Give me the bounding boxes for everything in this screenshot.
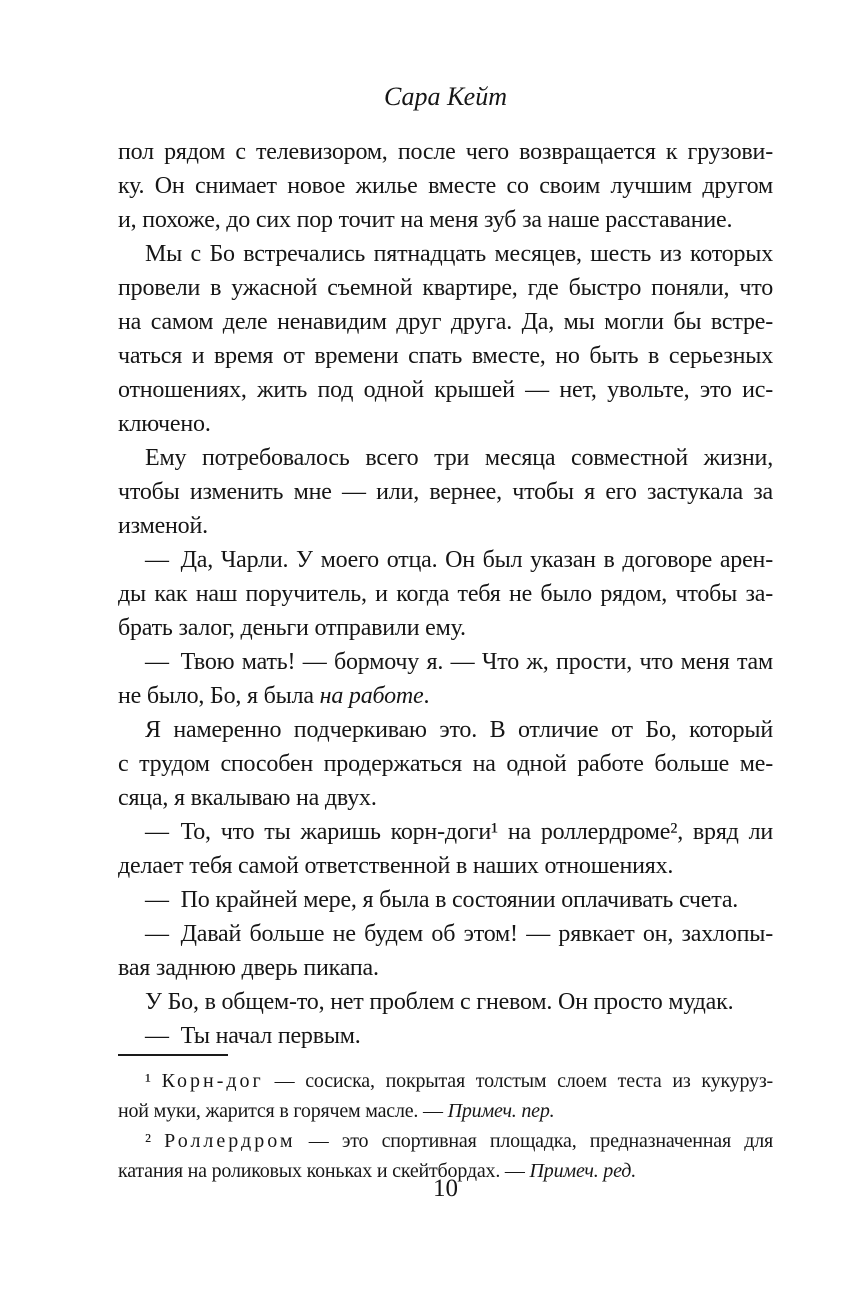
text-line: — Ты начал первым. xyxy=(145,1023,361,1049)
italic-text: Примеч. ред. xyxy=(529,1160,636,1182)
text-line: катания на роликовых коньках и скейтбордах. — Примеч. ред. xyxy=(118,1160,636,1182)
text-line: — Давай больше не будем об этом! — рявкает он, захлопы- xyxy=(145,921,773,947)
text-line: чтобы изменить мне — или, вернее, чтобы я его застукала за xyxy=(118,479,773,505)
paragraph xyxy=(118,543,773,645)
text-line: ² Роллердром — это спортивная площадка, предназначенная для xyxy=(145,1130,773,1152)
text-line: изменой. xyxy=(118,513,208,539)
text-line: У Бо, в общем-то, нет проблем с гневом. Он просто мудак. xyxy=(145,989,734,1015)
text-line: ключено. xyxy=(118,411,211,437)
text-line: провели в ужасной съемной квартире, где быстро поняли, что xyxy=(118,275,773,301)
text-line: — Да, Чарли. У моего отца. Он был указан в договоре арен- xyxy=(145,547,773,573)
paragraph xyxy=(118,645,773,713)
paragraph xyxy=(118,713,773,815)
letterspaced-term: Роллердром xyxy=(164,1130,296,1152)
text-line: Ему потребовалось всего три месяца совместной жизни, xyxy=(145,445,773,471)
text-line: сяца, я вкалываю на двух. xyxy=(118,785,377,811)
text-line: — То, что ты жаришь корн-доги¹ на роллердроме², вряд ли xyxy=(145,819,773,845)
author-name: Сара Кейт xyxy=(384,82,507,111)
text-line: брать залог, деньги отправили ему. xyxy=(118,615,466,641)
paragraph xyxy=(118,917,773,985)
paragraph xyxy=(118,883,773,917)
italic-text: Примеч. пер. xyxy=(447,1100,555,1122)
text-line: Я намеренно подчеркиваю это. В отличие от Бо, который xyxy=(145,717,773,743)
footnotes-section xyxy=(118,1066,773,1186)
letterspaced-term: Корн-дог xyxy=(161,1070,264,1092)
text-line: ной муки, жарится в горячем масле. — Примеч. пер. xyxy=(118,1100,555,1122)
page-number: 10 xyxy=(433,1175,458,1202)
paragraph xyxy=(118,985,773,1019)
text-line: отношениях, жить под одной крышей — нет, увольте, это ис- xyxy=(118,377,773,403)
paragraph xyxy=(118,815,773,883)
text-line: на самом деле ненавидим друг друга. Да, мы могли бы встре- xyxy=(118,309,773,335)
footnote xyxy=(118,1066,773,1126)
paragraph xyxy=(118,135,773,237)
footnote-separator-rule xyxy=(118,1054,228,1056)
running-head xyxy=(118,80,773,114)
text-line: ды как наш поручитель, и когда тебя не было рядом, чтобы за- xyxy=(118,581,773,607)
text-line: делает тебя самой ответственной в наших отношениях. xyxy=(118,853,674,879)
body-text xyxy=(118,135,773,1053)
text-line: чаться и время от времени спать вместе, но быть в серьезных xyxy=(118,343,773,369)
text-line: не было, Бо, я была на работе. xyxy=(118,683,430,709)
text-line: ку. Он снимает новое жилье вместе со своим лучшим другом xyxy=(118,173,773,199)
text-line: вая заднюю дверь пикапа. xyxy=(118,955,379,981)
text-line: — По крайней мере, я была в состоянии оплачивать счета. xyxy=(145,887,739,913)
text-line: — Твою мать! — бормочу я. — Что ж, прости, что меня там xyxy=(145,649,773,675)
text-line: Мы с Бо встречались пятнадцать месяцев, шесть из которых xyxy=(145,241,773,267)
paragraph xyxy=(118,441,773,543)
italic-text: на работе xyxy=(319,683,424,709)
text-line: и, похоже, до сих пор точит на меня зуб за наше расставание. xyxy=(118,207,733,233)
text-line: пол рядом с телевизором, после чего возвращается к грузови- xyxy=(118,139,773,165)
paragraph xyxy=(118,237,773,441)
paragraph xyxy=(118,1019,773,1053)
text-line: ¹ Корн-дог — сосиска, покрытая толстым слоем теста из кукуруз- xyxy=(145,1070,773,1092)
text-line: с трудом способен продержаться на одной работе больше ме- xyxy=(118,751,773,777)
